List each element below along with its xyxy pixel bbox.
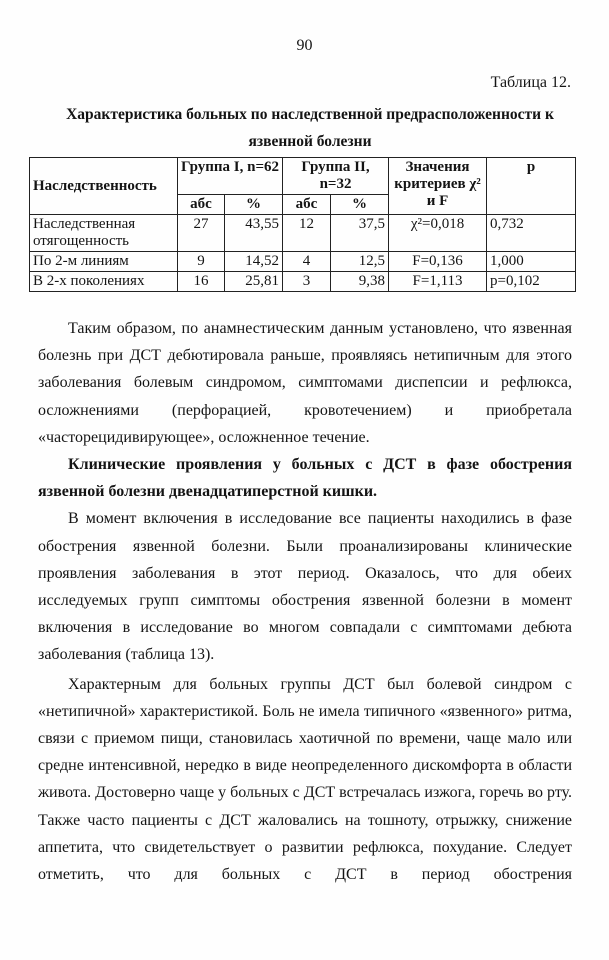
header-criteria: Значения критериев χ² и F [389, 158, 487, 215]
criteria-value: F=1,113 [389, 272, 487, 292]
group1-pct: 25,81 [225, 272, 283, 292]
criteria-value: χ²=0,018 [389, 215, 487, 252]
header-heredity: Наследственность [30, 158, 178, 215]
paragraph-exacerbation: В момент включения в исследование все пациенты находились в фазе обострения язвенной болезни. Были проанализированы клинические проявления заболевания в этот период. Оказалось, что для обеих исследуемых групп симптомы обострения язвенной болезни в момент включения в исследование во многом совпадали с симптомами дебюта заболевания (таблица 13). [38, 510, 572, 664]
subheader-abs: абс [283, 195, 331, 215]
group2-abs: 4 [283, 252, 331, 272]
p-value: 0,732 [487, 215, 576, 252]
paragraph-summary: Таким образом, по анамнестическим данным установлено, что язвенная болезнь при ДСТ дебютировала раньше, проявляясь нетипичным для этого заболевания болевым синдромом, симптомами диспепсии и рефлюкса, осложнениями (перфорацией, кровотечением) и приобретала «часторецидивирующее», осложненное течение. [38, 320, 572, 446]
group1-abs: 9 [178, 252, 225, 272]
row-name: Наследственная отягощенность [30, 215, 178, 252]
header-group2: Группа II, n=32 [283, 158, 389, 195]
group2-abs: 12 [283, 215, 331, 252]
section-heading: Клинические проявления у больных с ДСТ в фазе обострения язвенной болезни двенадцатиперстной кишки. [38, 456, 572, 501]
heredity-table [29, 157, 576, 292]
body-text [38, 315, 572, 888]
subheader-abs: абс [178, 195, 225, 215]
group1-pct: 14,52 [225, 252, 283, 272]
paragraph-symptoms: Характерным для больных группы ДСТ был болевой синдром с «нетипичной» характеристикой. Боль не имела типичного «язвенного» ритма, связи с приемом пищи, становилась хаотичной по времени, чаще мало или средне интенсивной, нередко в виде неопределенного дискомфорта в области живота. Достоверно чаще у больных с ДСТ встречалась изжога, горечь во рту. Также часто пациенты с ДСТ жаловались на тошноту, отрыжку, снижение аппетита, что свидетельствует о развитии рефлюкса, похудание. Следует отметить, что для больных с ДСТ в период обострения [38, 675, 572, 884]
page-number: 90 [296, 37, 313, 54]
table-title: Характеристика больных по наследственной предрасположенности к язвенной болезни [66, 106, 554, 150]
table-row [30, 215, 576, 252]
group2-pct: 12,5 [331, 252, 389, 272]
row-name: В 2-х поколениях [30, 272, 178, 292]
p-value: р=0,102 [487, 272, 576, 292]
p-value: 1,000 [487, 252, 576, 272]
row-name: По 2-м линиям [30, 252, 178, 272]
group2-pct: 37,5 [331, 215, 389, 252]
group2-pct: 9,38 [331, 272, 389, 292]
header-group1: Группа I, n=62 [178, 158, 283, 195]
table-caption: Таблица 12. [490, 74, 571, 91]
group1-abs: 27 [178, 215, 225, 252]
subheader-pct: % [225, 195, 283, 215]
group2-abs: 3 [283, 272, 331, 292]
header-p: р [487, 158, 576, 215]
group1-pct: 43,55 [225, 215, 283, 252]
criteria-value: F=0,136 [389, 252, 487, 272]
table-row [30, 272, 576, 292]
table-row [30, 252, 576, 272]
group1-abs: 16 [178, 272, 225, 292]
subheader-pct: % [331, 195, 389, 215]
